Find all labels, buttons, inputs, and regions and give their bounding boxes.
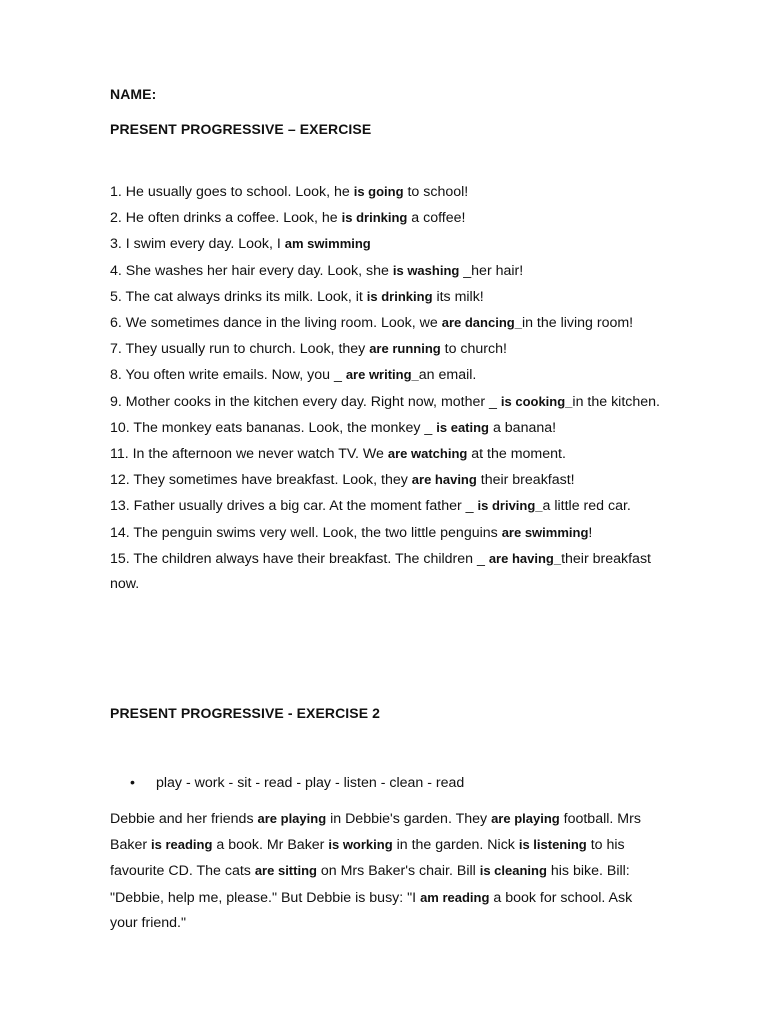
item-ending: at the moment. bbox=[467, 446, 566, 463]
name-label: NAME: bbox=[110, 86, 157, 102]
filled-verb: are playing bbox=[491, 811, 560, 826]
exercise2-paragraph bbox=[110, 806, 662, 936]
bullet-icon: • bbox=[130, 775, 135, 791]
item-ending: a banana! bbox=[489, 419, 557, 436]
item-ending: its milk! bbox=[432, 288, 484, 305]
filled-verb: is listening bbox=[518, 837, 587, 853]
item-ending: their breakfast! bbox=[476, 472, 575, 489]
exercise-item bbox=[110, 231, 670, 257]
paragraph-text: Debbie and her friends bbox=[110, 811, 258, 827]
item-answer: are having_ bbox=[488, 550, 562, 566]
filled-verb: is cleaning bbox=[479, 863, 547, 879]
paragraph-text: football. Mrs Baker bbox=[110, 811, 641, 854]
item-prompt: 3. I swim every day. Look, I bbox=[110, 236, 285, 253]
item-prompt: 13. Father usually drives a big car. At the moment father _ bbox=[110, 498, 478, 515]
item-ending: to church! bbox=[440, 341, 507, 358]
item-prompt: 12. They sometimes have breakfast. Look, they bbox=[110, 472, 412, 489]
item-prompt: 4. She washes her hair every day. Look, she bbox=[110, 262, 393, 279]
word-bank-text: play - work - sit - read - play - listen - clean - read bbox=[156, 775, 465, 791]
word-bank bbox=[130, 771, 464, 796]
exercise-item bbox=[110, 310, 670, 336]
exercise-item bbox=[110, 179, 670, 205]
exercise-item bbox=[110, 205, 670, 231]
filled-verb: are sitting bbox=[254, 863, 317, 879]
filled-verb: am reading bbox=[420, 889, 490, 905]
exercise1-title: PRESENT PROGRESSIVE – EXERCISE bbox=[110, 121, 372, 137]
exercise1-list bbox=[110, 179, 670, 597]
exercise-item bbox=[110, 546, 670, 597]
filled-verb: are playing bbox=[257, 811, 327, 826]
item-answer: is washing bbox=[392, 262, 460, 278]
paragraph-text: on Mrs Baker's chair. Bill bbox=[316, 863, 480, 880]
item-ending: _her hair! bbox=[459, 262, 524, 279]
item-prompt: 1. He usually goes to school. Look, he bbox=[110, 184, 354, 200]
item-prompt: 10. The monkey eats bananas. Look, the monkey _ bbox=[110, 419, 437, 436]
exercise-item bbox=[110, 284, 670, 310]
paragraph-text: a book. Mr Baker bbox=[212, 837, 329, 854]
exercise-item bbox=[110, 493, 670, 519]
item-prompt: 5. The cat always drinks its milk. Look, it bbox=[110, 288, 367, 305]
item-ending: ! bbox=[588, 524, 593, 541]
exercise-item bbox=[110, 389, 670, 415]
filled-verb: is working bbox=[328, 837, 393, 853]
item-answer: are writing_ bbox=[345, 367, 419, 383]
exercise-item bbox=[110, 520, 670, 546]
paragraph-text: a book for school. Ask your friend." bbox=[110, 889, 633, 931]
item-answer: is eating bbox=[436, 419, 490, 435]
item-prompt: 2. He often drinks a coffee. Look, he bbox=[110, 210, 342, 227]
item-ending: a coffee! bbox=[407, 210, 466, 227]
item-answer: are watching bbox=[387, 446, 468, 462]
item-prompt: 7. They usually run to church. Look, they bbox=[110, 341, 370, 358]
item-answer: are swimming bbox=[501, 524, 589, 540]
item-prompt: 6. We sometimes dance in the living room. Look, we bbox=[110, 315, 442, 332]
item-answer: are having bbox=[411, 472, 477, 488]
paragraph-text: in the garden. Nick bbox=[392, 837, 519, 854]
item-answer: am swimming bbox=[284, 236, 371, 252]
filled-verb: is reading bbox=[151, 837, 213, 853]
item-prompt: 14. The penguin swims very well. Look, the two little penguins bbox=[110, 524, 502, 541]
item-ending: a little red car. bbox=[542, 498, 631, 515]
item-answer: is drinking bbox=[366, 288, 433, 304]
item-answer: are dancing_ bbox=[441, 315, 522, 331]
exercise-item bbox=[110, 415, 670, 441]
item-answer: is going bbox=[353, 184, 404, 199]
exercise-item bbox=[110, 258, 670, 284]
item-answer: is driving_ bbox=[477, 498, 543, 514]
item-ending: their breakfast now. bbox=[110, 550, 651, 593]
item-ending: to school! bbox=[403, 184, 469, 200]
item-answer: is cooking_ bbox=[500, 393, 573, 409]
exercise-item bbox=[110, 467, 670, 493]
exercise-item bbox=[110, 441, 670, 467]
item-answer: are running bbox=[369, 341, 441, 357]
item-prompt: 15. The children always have their breakfast. The children _ bbox=[110, 550, 489, 567]
item-ending: in the living room! bbox=[521, 315, 634, 332]
exercise2-title: PRESENT PROGRESSIVE - EXERCISE 2 bbox=[110, 705, 381, 721]
item-prompt: 8. You often write emails. Now, you _ bbox=[110, 367, 346, 384]
paragraph-text: in Debbie's garden. They bbox=[326, 811, 492, 827]
exercise-item bbox=[110, 336, 670, 362]
exercise-item bbox=[110, 362, 670, 388]
item-ending: an email. bbox=[418, 367, 477, 384]
paragraph-text: his bike. Bill: "Debbie, help me, please." But Debbie is busy: "I bbox=[110, 863, 630, 906]
item-prompt: 9. Mother cooks in the kitchen every day. Right now, mother _ bbox=[110, 393, 501, 410]
paragraph-text: to his favourite CD. The cats bbox=[110, 837, 625, 880]
item-answer: is drinking bbox=[341, 210, 408, 226]
item-prompt: 11. In the afternoon we never watch TV. We bbox=[110, 446, 388, 463]
item-ending: in the kitchen. bbox=[572, 393, 660, 410]
